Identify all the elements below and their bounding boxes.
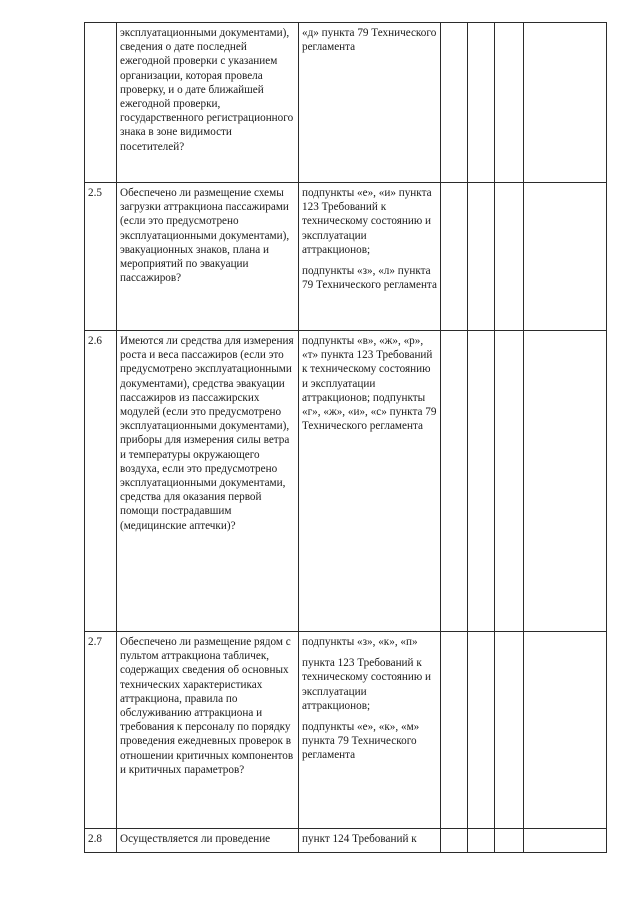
answer-cell-yes [441, 183, 468, 331]
reference-cell [299, 829, 441, 853]
notes-cell [524, 183, 607, 331]
answer-cell-yes [441, 23, 468, 183]
row-number: 2.5 [85, 183, 117, 331]
answer-cell-no [468, 829, 495, 853]
reference-cell [299, 632, 441, 829]
reference-text: подпункты «е», «и» пункта 123 Требований к техническому состоянию и эксплуатации аттракционов; [302, 187, 432, 256]
reference-text: пункта 123 Требований к техническому состоянию и эксплуатации аттракционов; [302, 657, 432, 712]
answer-cell-yes [441, 632, 468, 829]
table-row [85, 632, 607, 829]
reference-text: «д» пункта 79 Технического регламента [302, 27, 437, 54]
answer-cell-yes [441, 829, 468, 853]
answer-cell-na [495, 23, 524, 183]
reference-text: подпункты «з», «к», «п» [302, 636, 418, 648]
answer-cell-no [468, 23, 495, 183]
checklist-table [84, 22, 607, 853]
question-cell: Осуществляется ли проведение [117, 829, 299, 853]
answer-cell-yes [441, 331, 468, 632]
table-row [85, 331, 607, 632]
answer-cell-na [495, 183, 524, 331]
notes-cell [524, 23, 607, 183]
notes-cell [524, 829, 607, 853]
row-number: 2.8 [85, 829, 117, 853]
question-cell: Обеспечено ли размещение рядом с пультом аттракциона табличек, содержащих сведения об основных технических характеристиках аттракциона, правила по обслуживанию аттракциона и требования к персоналу по порядку проведения ежедневных проверок в отношении критичных компонентов и критичных параметров? [117, 632, 299, 829]
row-number: 2.7 [85, 632, 117, 829]
question-cell: эксплуатационными документами), сведения о дате последней ежегодной проверки с указанием организации, которая провела проверку, и о дате ближайшей ежегодной проверки, государственного регистрационного знака в зоне видимости посетителей? [117, 23, 299, 183]
reference-text: пункт 124 Требований к [302, 833, 417, 845]
table-row [85, 23, 607, 183]
table-row [85, 183, 607, 331]
reference-text: подпункты «в», «ж», «р», «т» пункта 123 Требований к техническому состоянию и эксплуатации аттракционов; подпункты «г», «ж», «и», «с» пункта 79 Технического регламента [302, 335, 437, 433]
answer-cell-no [468, 632, 495, 829]
notes-cell [524, 331, 607, 632]
row-number [85, 23, 117, 183]
answer-cell-no [468, 331, 495, 632]
notes-cell [524, 632, 607, 829]
answer-cell-na [495, 632, 524, 829]
answer-cell-no [468, 183, 495, 331]
reference-cell [299, 23, 441, 183]
reference-text: подпункты «е», «к», «м» пункта 79 Технического регламента [302, 721, 420, 762]
answer-cell-na [495, 829, 524, 853]
reference-cell [299, 183, 441, 331]
answer-cell-na [495, 331, 524, 632]
reference-text: подпункты «з», «л» пункта 79 Технического регламента [302, 265, 437, 292]
reference-cell [299, 331, 441, 632]
table-row [85, 829, 607, 853]
row-number: 2.6 [85, 331, 117, 632]
question-cell: Имеются ли средства для измерения роста и веса пассажиров (если это предусмотрено эксплуатационными документами), средства эвакуации пассажиров из пассажирских модулей (если это предусмотрено эксплуатационными документами), приборы для измерения силы ветра и температуры окружающего воздуха, если это предусмотрено эксплуатационными документами, средства для оказания первой помощи пострадавшим (медицинские аптечки)? [117, 331, 299, 632]
question-cell: Обеспечено ли размещение схемы загрузки аттракциона пассажирами (если это предусмотрено эксплуатационными документами), эвакуационных знаков, плана и мероприятий по эвакуации пассажиров? [117, 183, 299, 331]
